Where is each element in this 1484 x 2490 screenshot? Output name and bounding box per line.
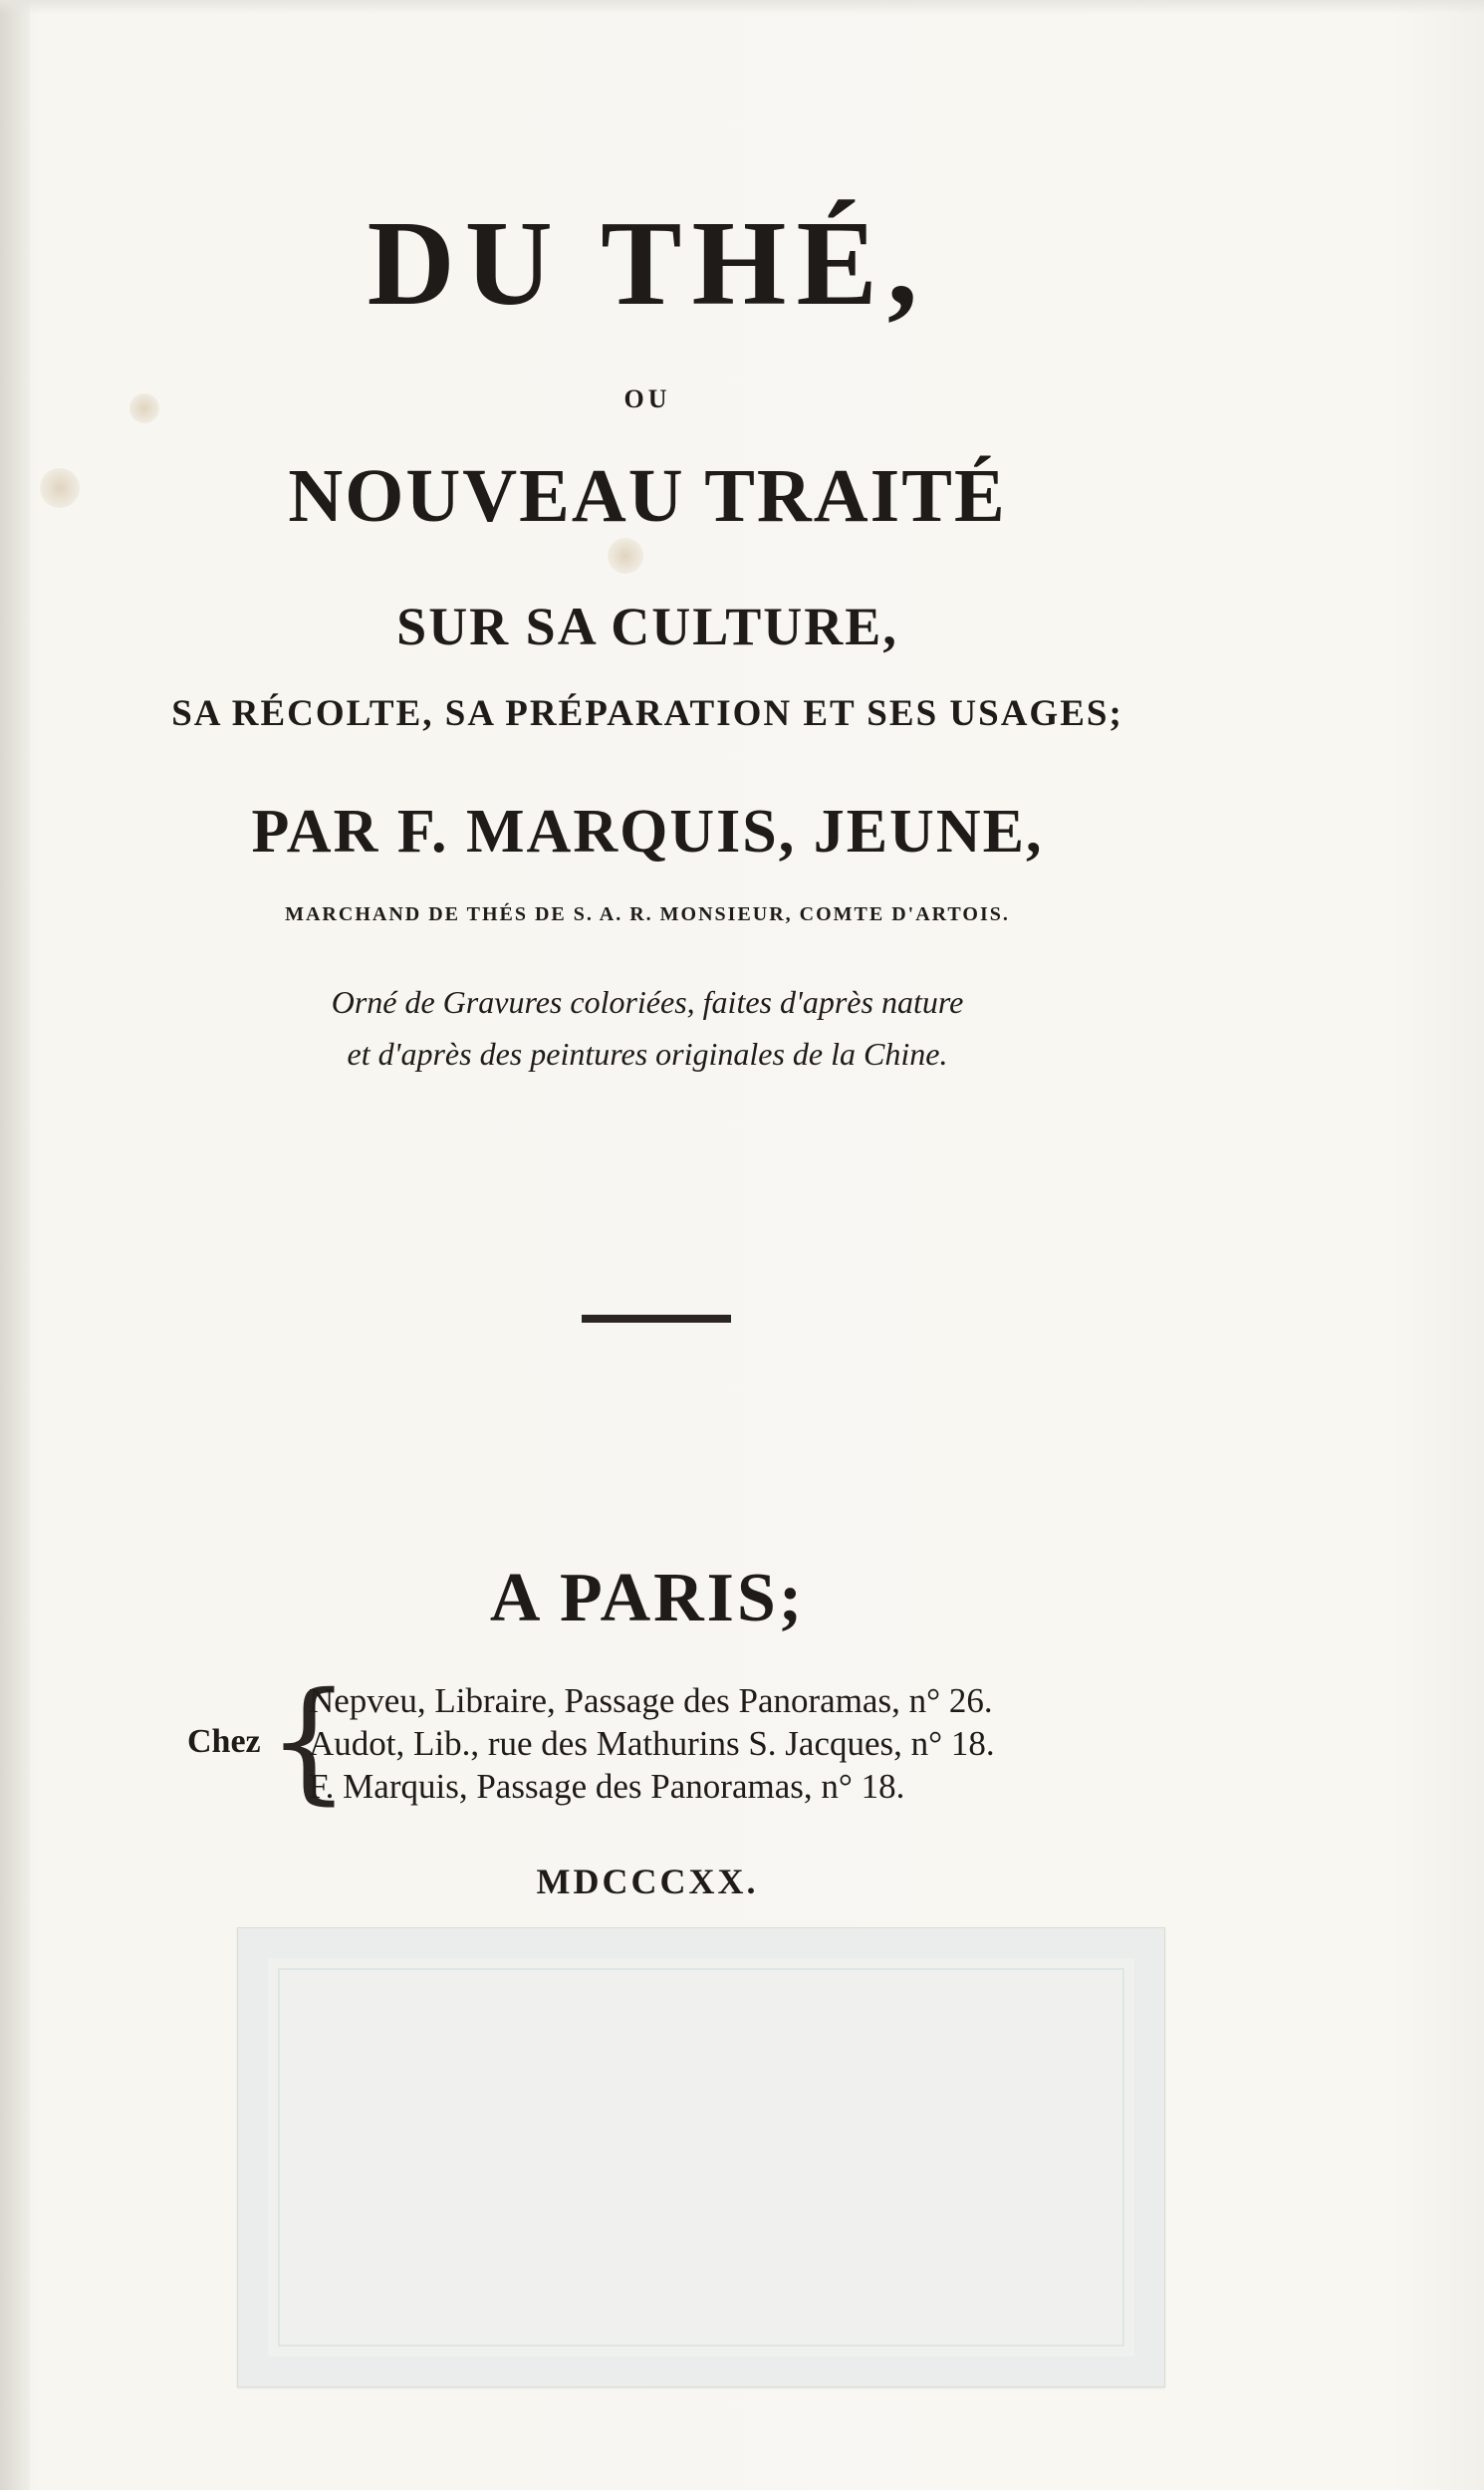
illustration-note-line-1: Orné de Gravures coloriées, faites d'après nature <box>331 984 964 1020</box>
page-top-edge <box>0 0 1484 14</box>
page-left-edge <box>0 0 30 2490</box>
publishers-brace: { <box>267 1664 351 1818</box>
publishers-prefix: Chez <box>187 1723 261 1760</box>
title-connector: OU <box>623 384 671 413</box>
pasted-label <box>237 1927 1165 2387</box>
subtitle: NOUVEAU TRAITÉ <box>288 454 1007 538</box>
publisher-line: Nepveu, Libraire, Passage des Panoramas, n° 26. <box>309 1681 993 1720</box>
publisher-line: F. Marquis, Passage des Panoramas, n° 18. <box>309 1767 905 1806</box>
label-border <box>278 1968 1124 2347</box>
book-title: DU THÉ, <box>367 196 928 331</box>
publisher-line: Audot, Lib., rue des Mathurins S. Jacques, n° 18. <box>309 1724 995 1763</box>
imprint-city: A PARIS; <box>489 1560 806 1636</box>
subtitle-line-3: SA RÉCOLTE, SA PRÉPARATION ET SES USAGES; <box>171 693 1123 734</box>
foxing-spot <box>608 538 643 574</box>
decorative-rule <box>582 1315 731 1323</box>
author-line: PAR F. MARQUIS, JEUNE, <box>251 798 1044 866</box>
publication-date: MDCCCXX. <box>536 1862 759 1901</box>
subtitle-line-2: SUR SA CULTURE, <box>396 597 898 656</box>
illustration-note-line-2: et d'après des peintures originales de la Chine. <box>347 1036 948 1072</box>
author-role: MARCHAND DE THÉS DE S. A. R. MONSIEUR, COMTE D'ARTOIS. <box>285 903 1010 925</box>
